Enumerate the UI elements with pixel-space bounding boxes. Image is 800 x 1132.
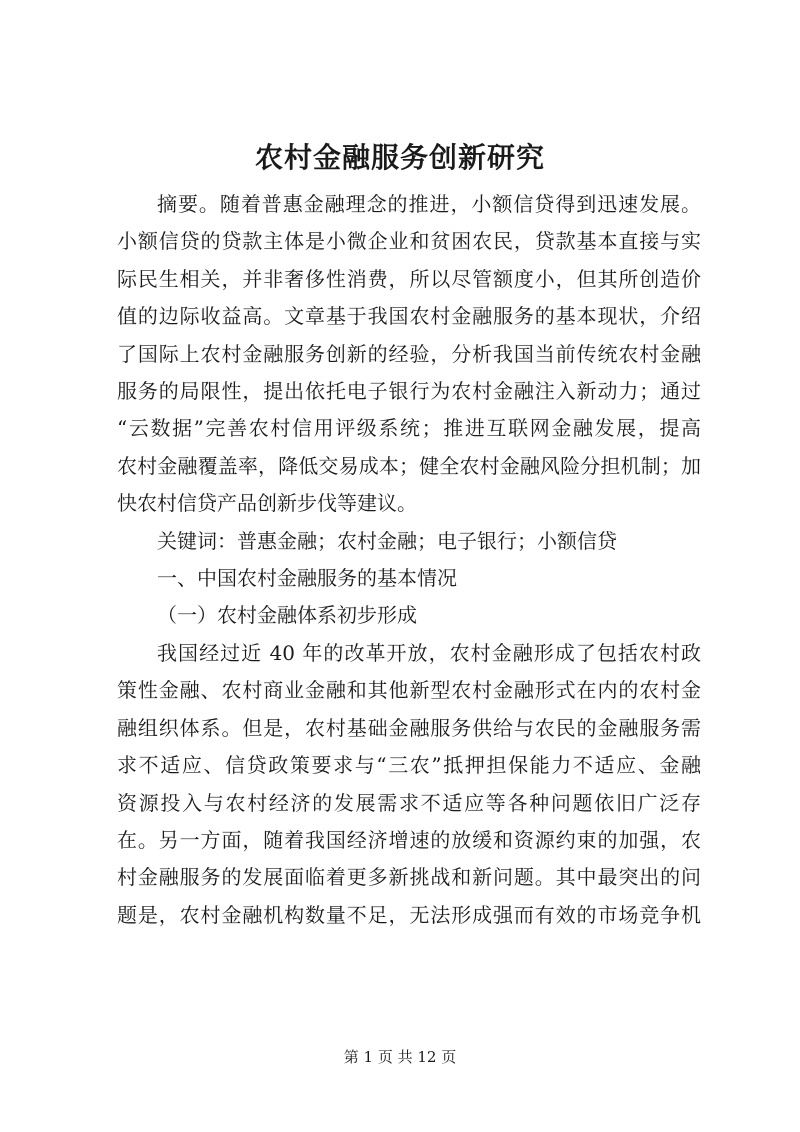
paragraph-line: 在。另一方面，随着我国经济增速的放缓和资源约束的加强，农 xyxy=(117,827,701,852)
paragraph-line: 策性金融、农村商业金融和其他新型农村金融形式在内的农村金 xyxy=(117,678,701,703)
abstract-line: 小额信贷的贷款主体是小微企业和贫困农民，贷款基本直接与实 xyxy=(117,229,701,254)
paragraph-line: 资源投入与农村经济的发展需求不适应等各种问题依旧广泛存 xyxy=(117,790,701,815)
section-heading: 一、中国农村金融服务的基本情况 xyxy=(157,566,457,591)
abstract-line: 农村金融覆盖率，降低交易成本；健全农村金融风险分担机制；加 xyxy=(117,453,701,478)
paragraph-line: 融组织体系。但是，农村基础金融服务供给与农民的金融服务需 xyxy=(117,715,701,740)
document-title: 农村金融服务创新研究 xyxy=(254,141,545,174)
paragraph-line: 题是，农村金融机构数量不足，无法形成强而有效的市场竞争机 xyxy=(117,902,701,927)
abstract-line: 服务的局限性，提出依托电子银行为农村金融注入新动力；通过 xyxy=(117,379,701,404)
abstract-line: 摘要。随着普惠金融理念的推进，小额信贷得到迅速发展。 xyxy=(157,192,701,216)
page-number-footer: 第 1 页 共 12 页 xyxy=(343,1048,457,1066)
abstract-line: 了国际上农村金融服务创新的经验，分析我国当前传统农村金融 xyxy=(117,341,701,366)
abstract-line: “云数据”完善农村信用评级系统；推进互联网金融发展，提高 xyxy=(117,416,701,441)
abstract-line: 值的边际收益高。文章基于我国农村金融服务的基本现状，介绍 xyxy=(117,304,701,329)
abstract-paragraph xyxy=(117,186,701,523)
keywords-line: 关键词：普惠金融；农村金融；电子银行；小额信贷 xyxy=(157,528,617,553)
abstract-line: 快农村信贷产品创新步伐等建议。 xyxy=(117,491,417,516)
document-body xyxy=(117,186,701,934)
body-paragraph xyxy=(117,635,701,934)
subsection-heading: （一）农村金融体系初步形成 xyxy=(157,603,417,628)
paragraph-line: 村金融服务的发展面临着更多新挑战和新问题。其中最突出的问 xyxy=(117,865,701,890)
paragraph-line: 求不适应、信贷政策要求与“三农”抵押担保能力不适应、金融 xyxy=(117,753,701,778)
abstract-line: 际民生相关，并非奢侈性消费，所以尽管额度小，但其所创造价 xyxy=(117,266,701,291)
paragraph-line: 我国经过近 40 年的改革开放，农村金融形成了包括农村政 xyxy=(157,640,701,665)
